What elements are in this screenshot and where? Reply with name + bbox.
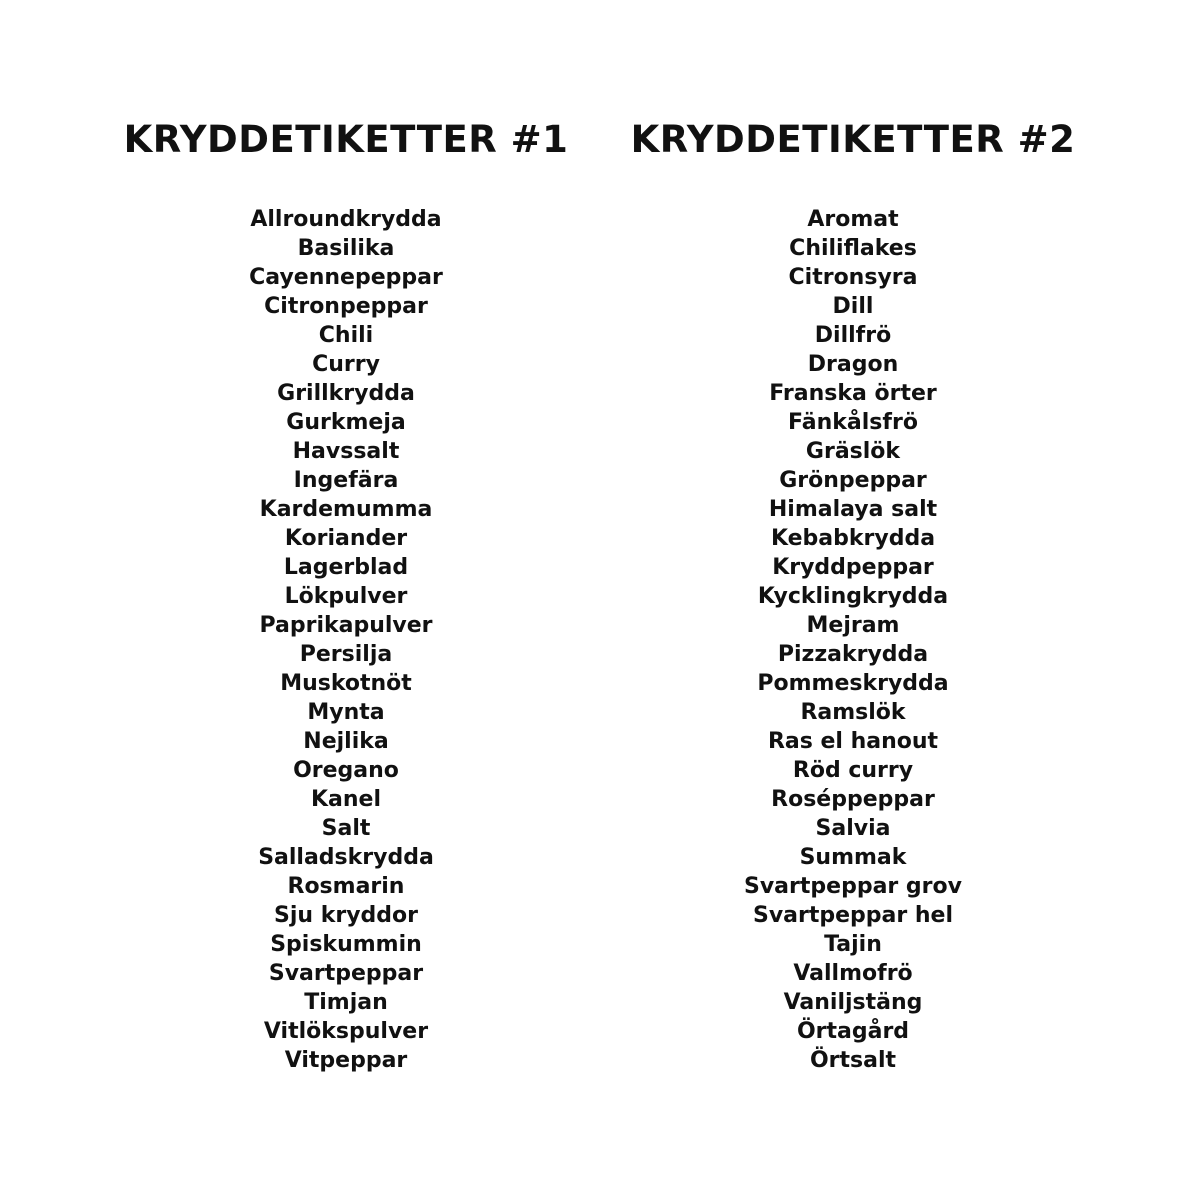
spice-name: Muskotnöt	[280, 671, 412, 696]
spice-name: Lagerblad	[283, 555, 409, 580]
spice-name: Svartpeppar hel	[752, 903, 954, 928]
spice-name: Timjan	[304, 990, 388, 1015]
spice-name: Paprikapulver	[259, 613, 433, 638]
spice-name: Kryddpeppar	[772, 555, 934, 580]
spice-name: Röd curry	[792, 758, 914, 783]
spice-name: Dillfrö	[814, 323, 892, 348]
spice-name: Örtsalt	[809, 1048, 897, 1073]
spice-name: Svartpeppar grov	[744, 874, 962, 899]
spice-name: Oregano	[293, 758, 399, 783]
spice-name: Citronpeppar	[264, 294, 428, 319]
spice-name: Ras el hanout	[767, 729, 939, 754]
spice-name: Grönpeppar	[779, 468, 927, 493]
spice-name: Roséppeppar	[771, 787, 935, 812]
spice-name: Aromat	[807, 207, 899, 232]
spice-name: Fänkålsfrö	[788, 410, 918, 435]
spice-name: Dragon	[807, 352, 899, 377]
spice-name: Tajin	[824, 932, 882, 957]
column-title: KRYDDETIKETTER #2	[630, 118, 1076, 161]
spice-name: Grillkrydda	[277, 381, 415, 406]
spice-name: Svartpeppar	[268, 961, 424, 986]
spice-name: Himalaya salt	[768, 497, 938, 522]
spice-name: Persilja	[299, 642, 393, 667]
spice-name: Allroundkrydda	[250, 207, 442, 232]
spice-name: Örtagård	[796, 1019, 910, 1044]
column-title: KRYDDETIKETTER #1	[123, 118, 569, 161]
spice-name: Vallmofrö	[793, 961, 913, 986]
spice-name: Gräslök	[805, 439, 901, 464]
spice-name: Franska örter	[769, 381, 937, 406]
spice-name: Pommeskrydda	[757, 671, 949, 696]
spice-name: Dill	[832, 294, 874, 319]
spice-name: Rosmarin	[287, 874, 405, 899]
spice-name: Chili	[318, 323, 374, 348]
spice-name: Kanel	[310, 787, 382, 812]
spice-name: Lökpulver	[284, 584, 408, 609]
spice-name: Vaniljstäng	[783, 990, 923, 1015]
spice-name: Summak	[799, 845, 907, 870]
spice-name: Ramslök	[800, 700, 906, 725]
spice-name: Pizzakrydda	[777, 642, 929, 667]
spice-name: Salvia	[815, 816, 891, 841]
spice-name: Cayennepeppar	[249, 265, 443, 290]
spice-name: Gurkmeja	[286, 410, 406, 435]
spice-name: Sju kryddor	[274, 903, 418, 928]
spice-name: Spiskummin	[270, 932, 422, 957]
spice-name: Citronsyra	[788, 265, 918, 290]
spice-name: Havssalt	[292, 439, 400, 464]
spice-name: Salladskrydda	[258, 845, 434, 870]
spice-name: Salt	[321, 816, 371, 841]
spice-name: Vitlökspulver	[263, 1019, 429, 1044]
spice-name: Ingefära	[293, 468, 399, 493]
spice-name: Kycklingkrydda	[757, 584, 949, 609]
spice-name: Mynta	[307, 700, 385, 725]
spice-name: Kebabkrydda	[770, 526, 936, 551]
spice-name: Kardemumma	[259, 497, 433, 522]
spice-list	[86, 205, 606, 1075]
spice-name: Nejlika	[303, 729, 389, 754]
spice-name: Koriander	[284, 526, 408, 551]
spice-name: Basilika	[297, 236, 395, 261]
spice-name: Vitpeppar	[284, 1048, 408, 1073]
spice-name: Chiliflakes	[789, 236, 917, 261]
spice-list	[593, 205, 1113, 1075]
spice-name: Mejram	[806, 613, 900, 638]
spice-name: Curry	[312, 352, 380, 377]
